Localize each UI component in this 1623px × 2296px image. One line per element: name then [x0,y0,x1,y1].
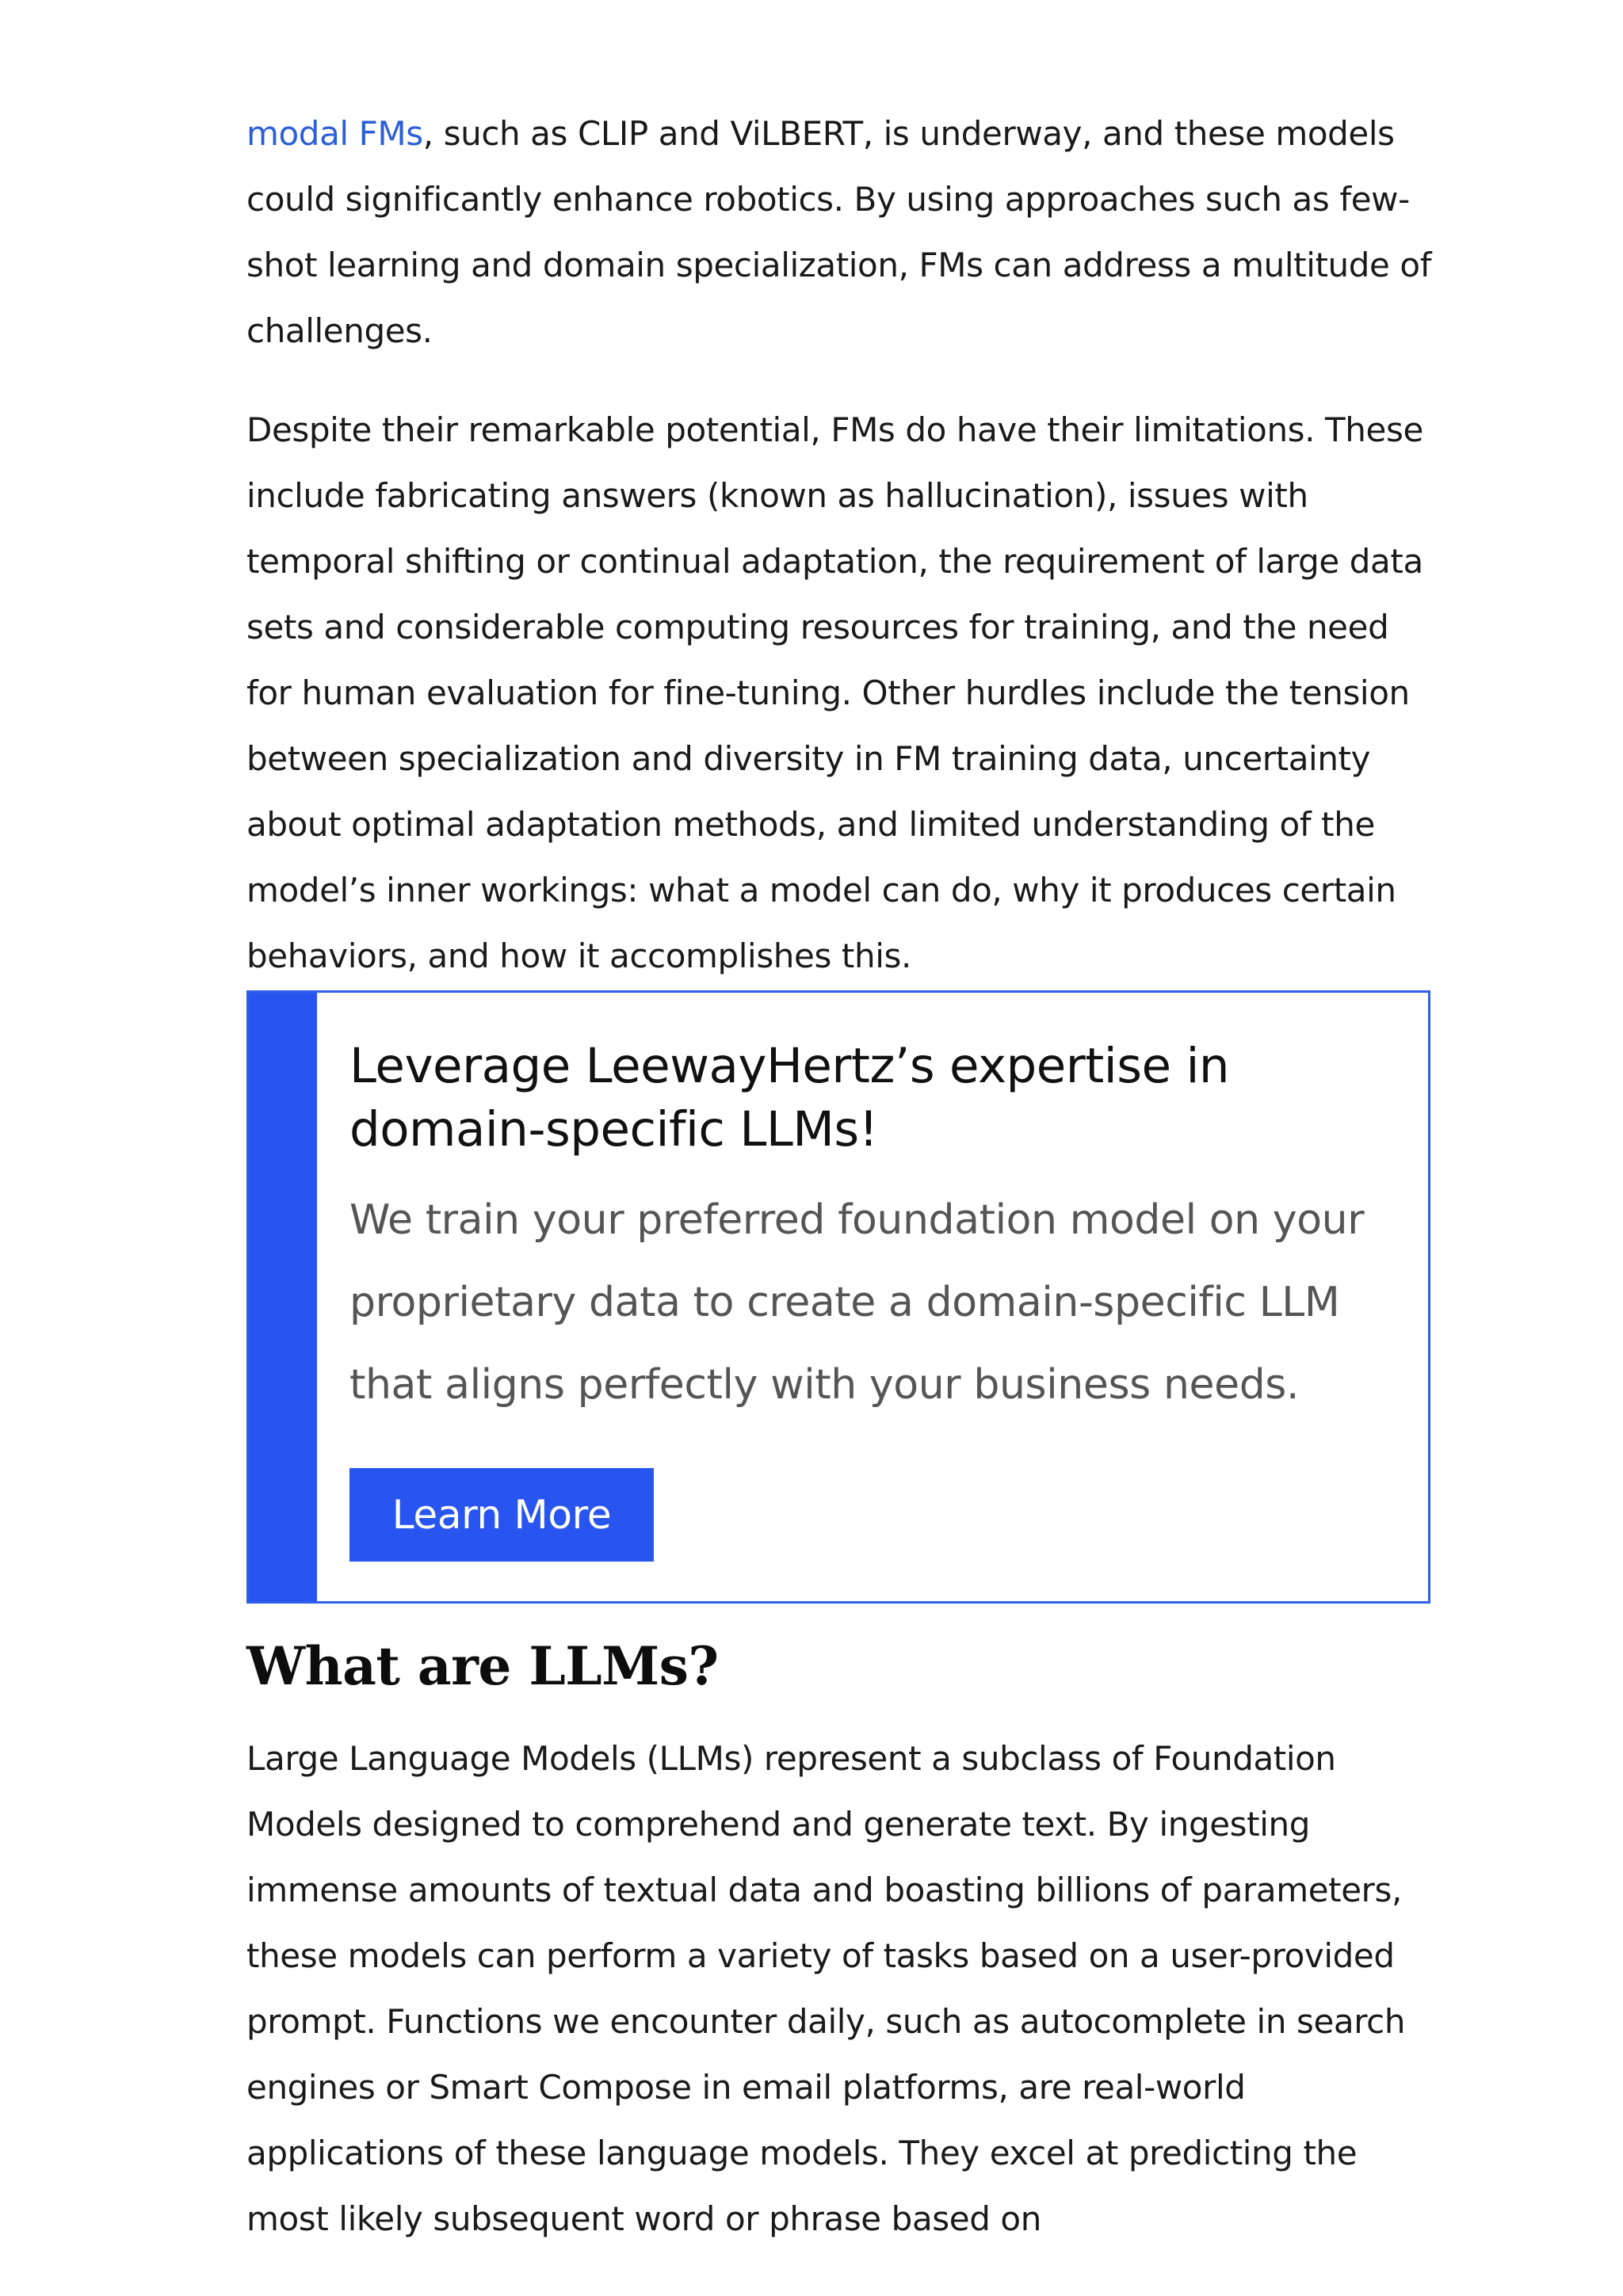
paragraph-limitations: Despite their remarkable potential, FMs do have their limitations. These include fabricating answers (known as hallucination), issues with temporal shifting or continual adaptation, the requirement of large data sets and considerable computing resources for training, and the need for human evaluation for fine-tuning. Other hurdles include the tension between specialization and diversity in FM training data, uncertainty about optimal adaptation methods, and limited understanding of the model’s inner workings: what a model can do, why it produces certain behaviors, and how it accomplishes this. [246,410,1423,975]
learn-more-button[interactable]: Learn More [349,1468,654,1562]
cta-content [349,1035,1411,1426]
cta-description: We train your preferred foundation model on your proprietary data to create a domain-specific LLM that aligns perfectly with your business needs. [349,1196,1365,1409]
paragraph-multimodal [246,101,1435,364]
paragraph-text: , such as CLIP and ViLBERT, is underway, and these models could significantly enhance robotics. By using approaches such as few-shot learning and domain specialization, FMs can address a multitude of challenges. [246,114,1432,350]
cta-accent-bar [249,993,317,1601]
section-heading: What are LLMs? [246,1635,719,1697]
cta-title: Leverage LeewayHertz’s expertise in domain-specific LLMs! [349,1038,1230,1158]
modal-fms-link[interactable]: modal FMs [246,114,423,153]
cta-box [246,990,1430,1604]
paragraph-llms: Large Language Models (LLMs) represent a subclass of Foundation Models designed to comprehend and generate text. By ingesting immense amounts of textual data and boasting billions of parameters, these models can perform a variety of tasks based on a user-provided prompt. Functions we encounter daily, such as autocomplete in search engines or Smart Compose in email platforms, are real-world applications of these language models. They excel at predicting the most likely subsequent word or phrase based on [246,1739,1406,2238]
